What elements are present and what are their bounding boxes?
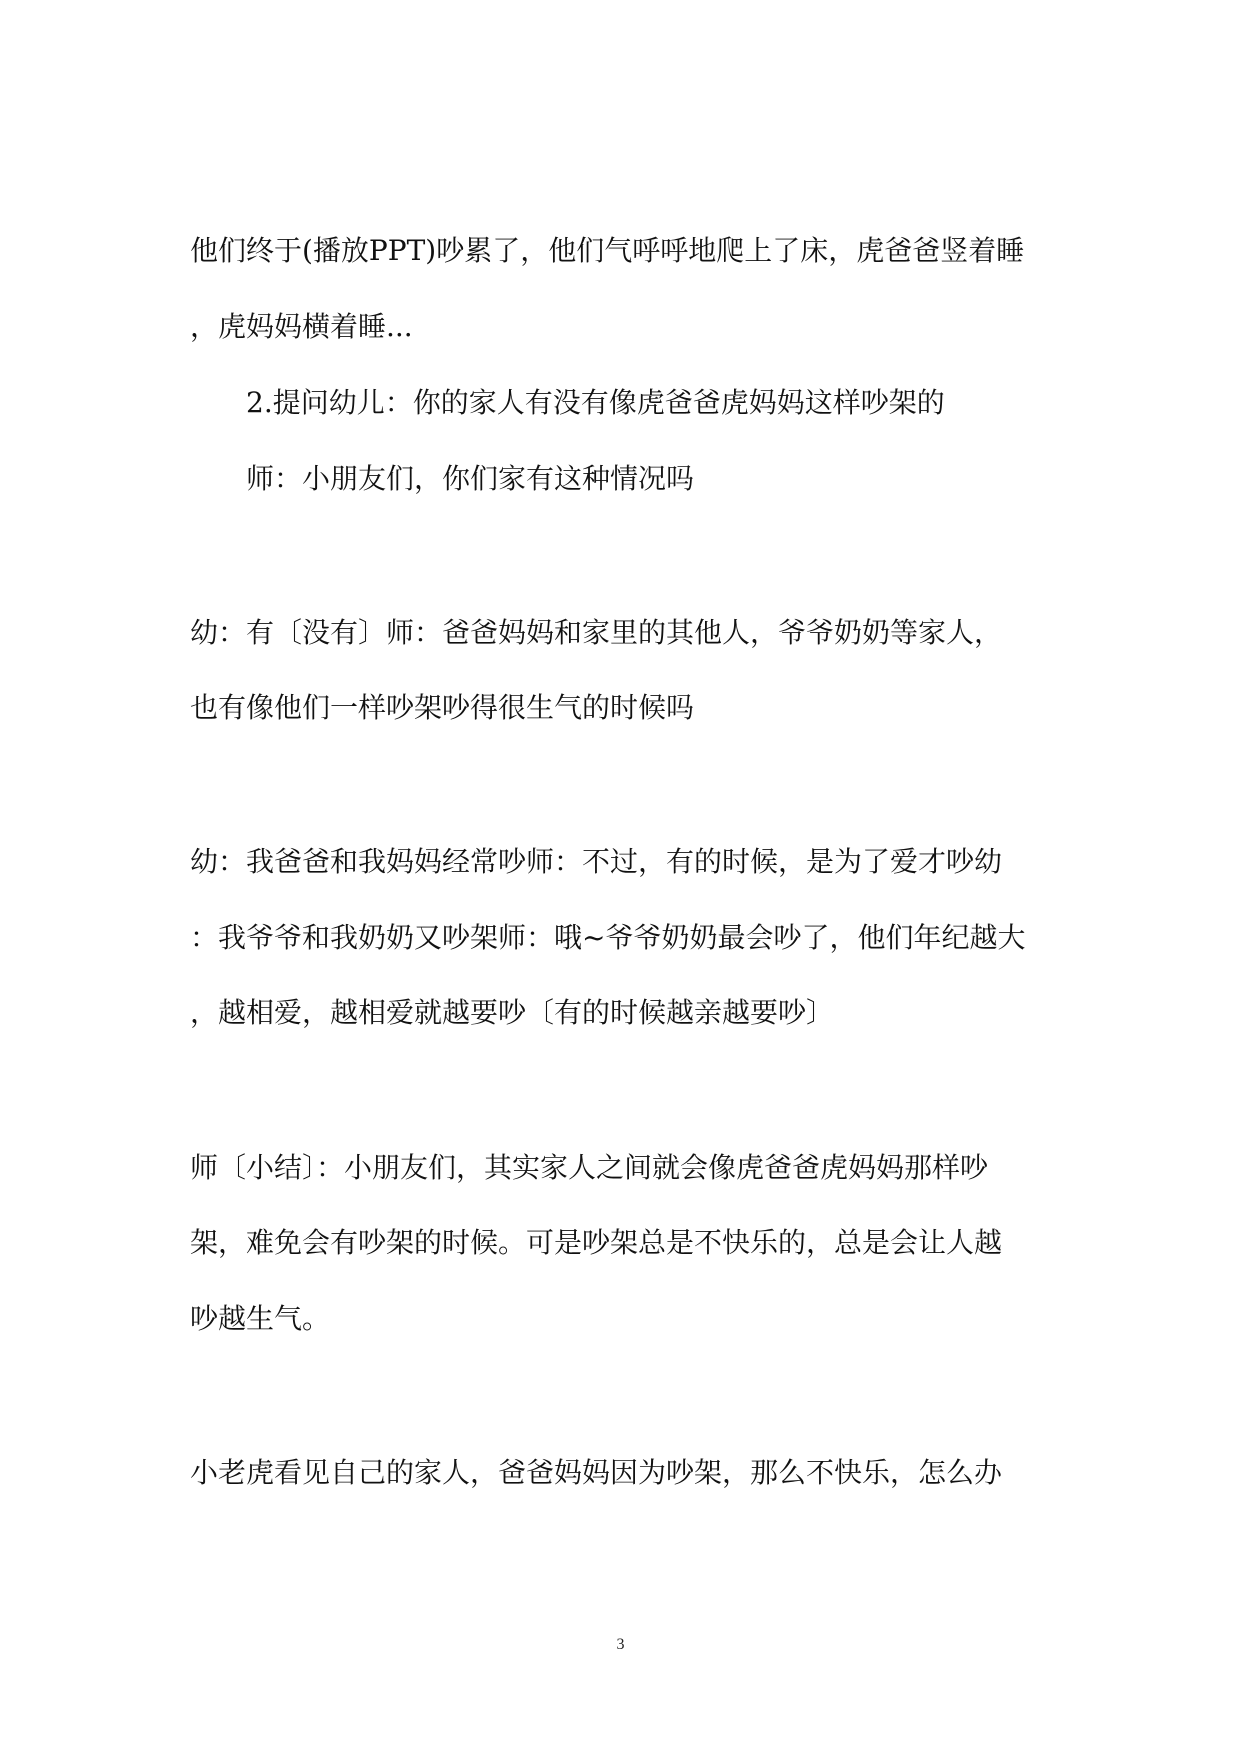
paragraph-4-line-2: 也有像他们一样吵架吵得很生气的时候吗 (190, 691, 695, 724)
paragraph-1-line-1: 他们终于(播放PPT)吵累了，他们气呼呼地爬上了床，虎爸爸竖着睡 (190, 234, 1025, 267)
paragraph-5-line-1: 幼：我爸爸和我妈妈经常吵师：不过，有的时候，是为了爱才吵幼 (190, 845, 1003, 878)
paragraph-7: 小老虎看见自己的家人，爸爸妈妈因为吵架，那么不快乐，怎么办 (190, 1456, 1003, 1489)
paragraph-4-line-1: 幼：有〔没有〕师：爸爸妈妈和家里的其他人，爷爷奶奶等家人， (190, 616, 1003, 649)
page-number: 3 (616, 1636, 625, 1653)
paragraph-6-line-2: 架，难免会有吵架的时候。可是吵架总是不快乐的，总是会让人越 (190, 1226, 1003, 1259)
paragraph-5-line-3: ，越相爱，越相爱就越要吵〔有的时候越亲越要吵〕 (190, 996, 835, 1029)
paragraph-1-line-2: ，虎妈妈横着睡... (190, 310, 413, 343)
paragraph-6-line-1: 师〔小结〕：小朋友们，其实家人之间就会像虎爸爸虎妈妈那样吵 (190, 1151, 989, 1184)
paragraph-5-line-2: ：我爷爷和我奶奶又吵架师：哦~爷爷奶奶最会吵了，他们年纪越大 (190, 921, 1026, 954)
paragraph-2: 2.提问幼儿：你的家人有没有像虎爸爸虎妈妈这样吵架的 (246, 386, 945, 419)
paragraph-6-line-3: 吵越生气。 (190, 1302, 331, 1335)
paragraph-3: 师：小朋友们，你们家有这种情况吗 (246, 462, 695, 495)
